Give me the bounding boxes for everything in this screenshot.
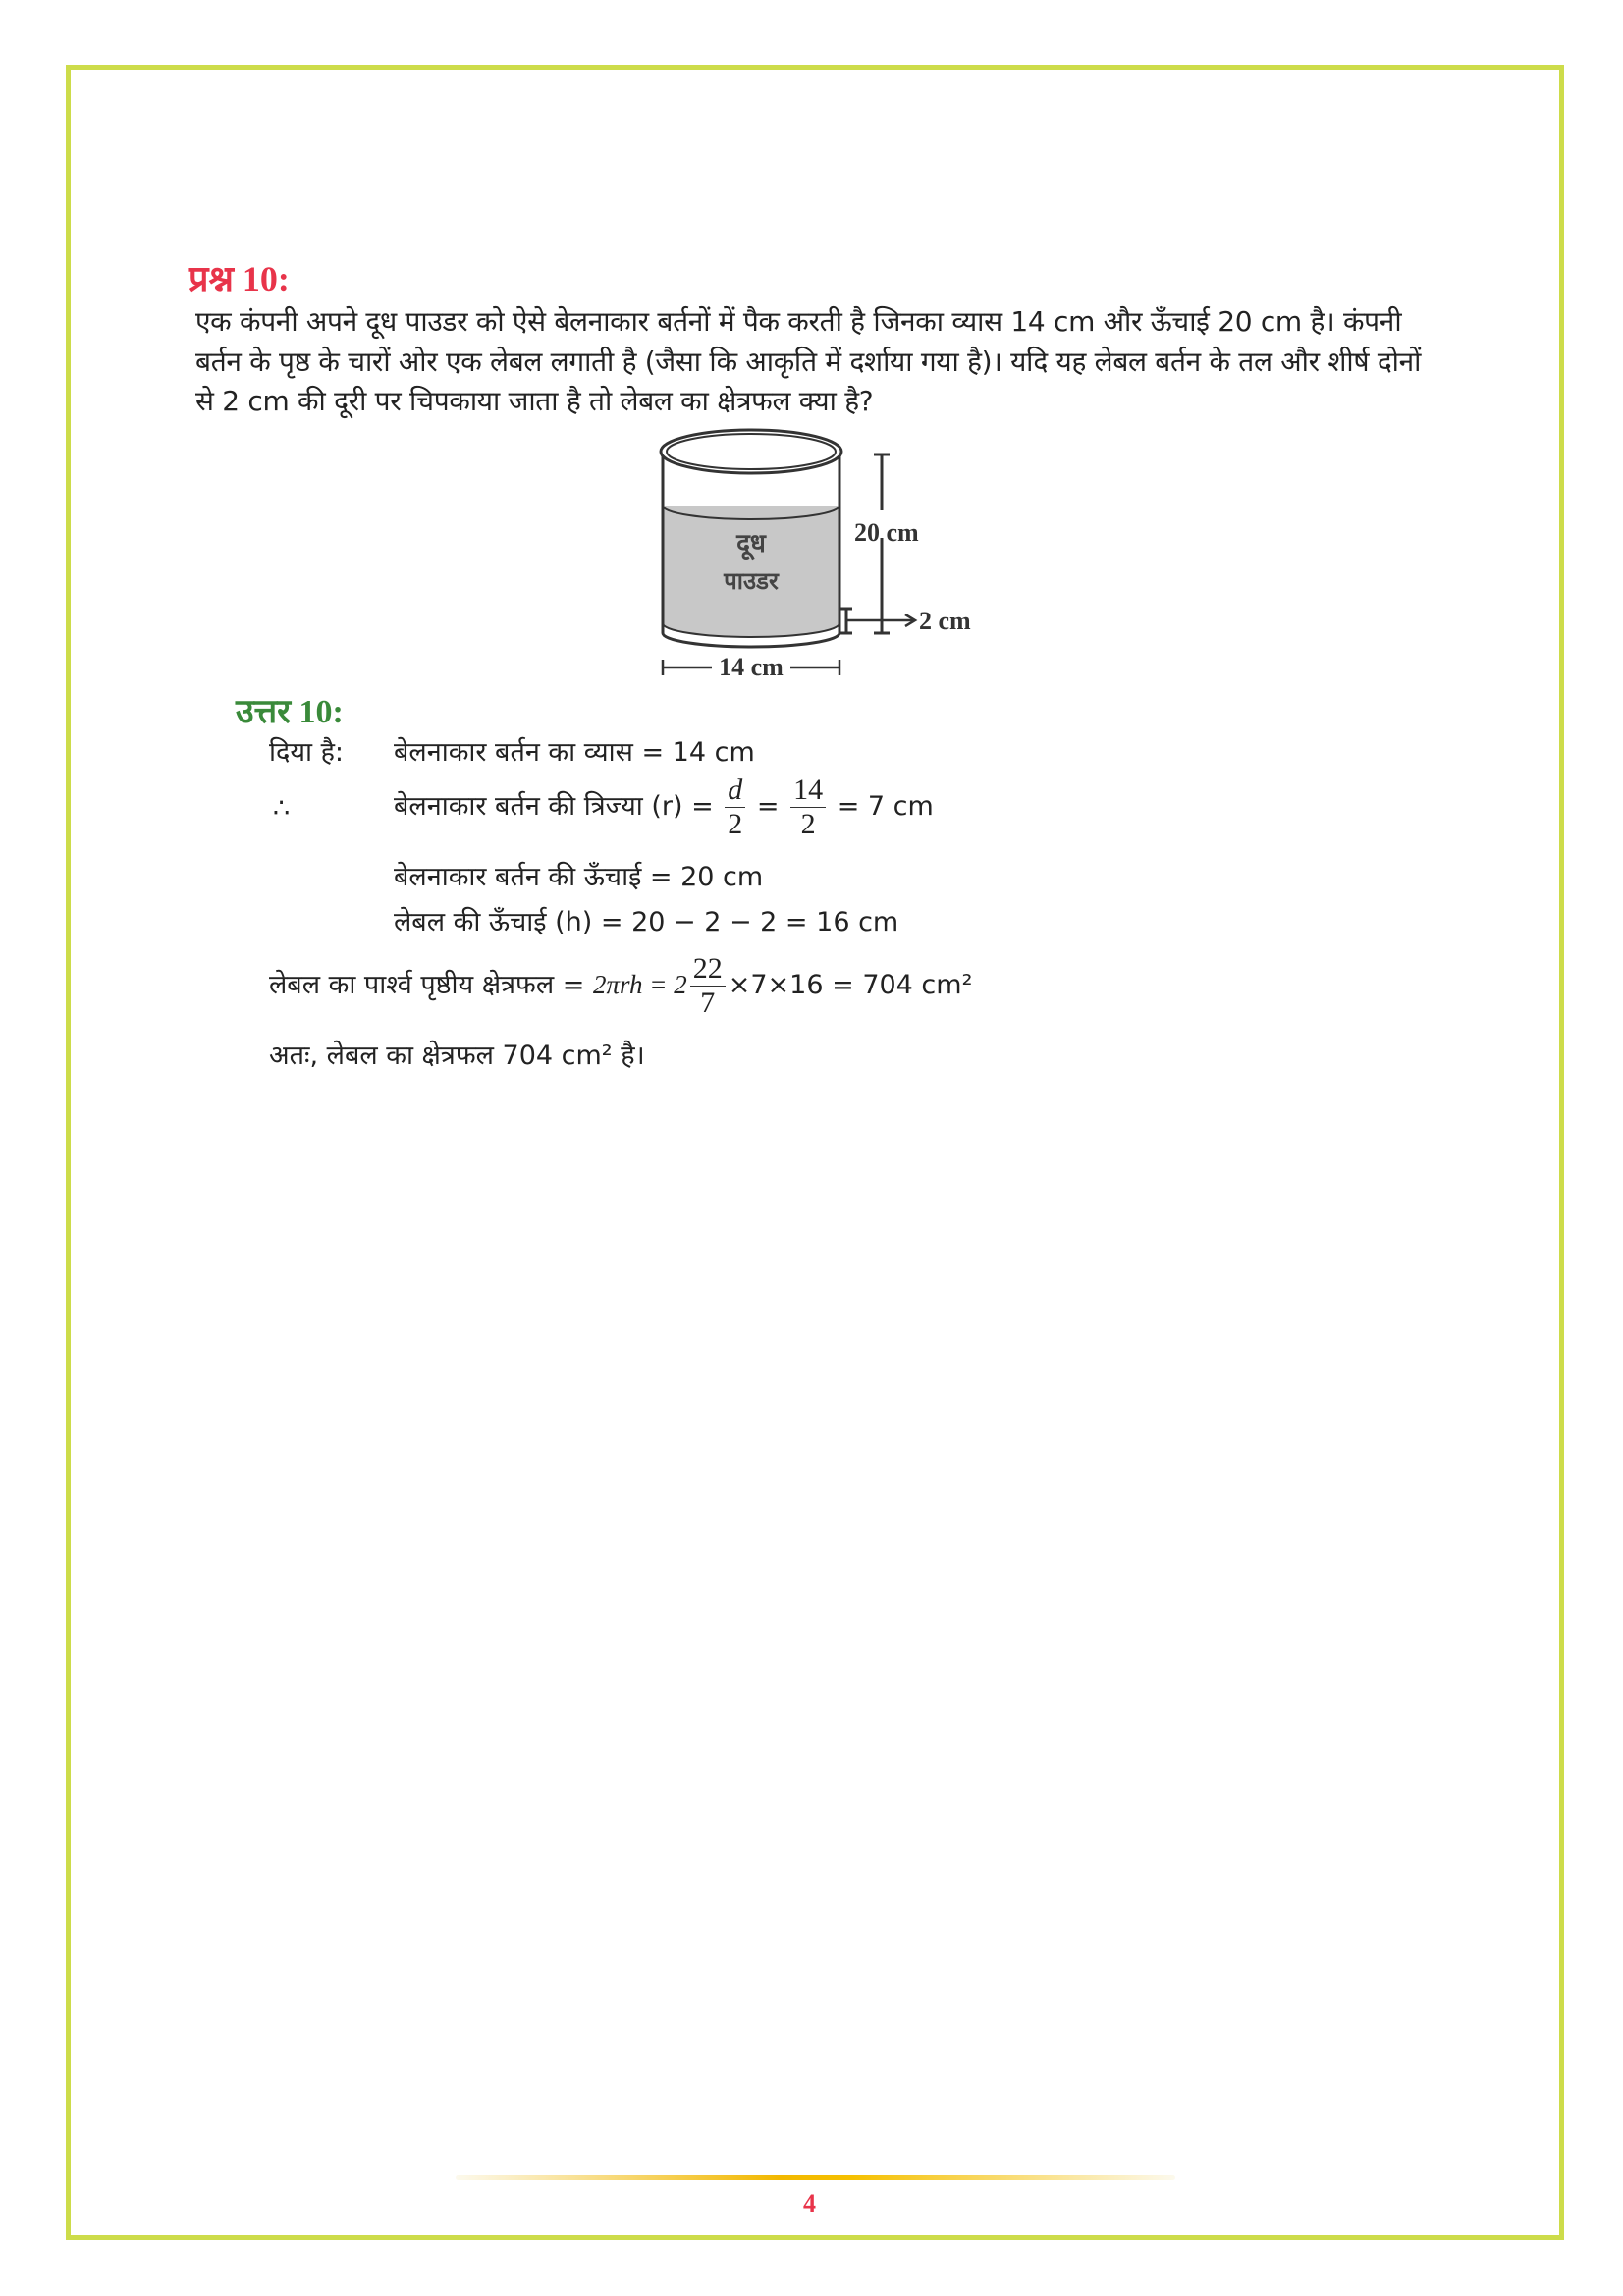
given-label: दिया है: <box>269 737 344 768</box>
fraction-denominator: 7 <box>700 987 716 1019</box>
label-text-1: दूध <box>736 529 766 558</box>
area-prefix: लेबल का पार्श्व पृष्ठीय क्षेत्रफल = <box>269 970 585 1000</box>
gap-label: 2 cm <box>919 607 971 635</box>
solution-line-diameter: बेलनाकार बर्तन का व्यास = 14 cm <box>394 737 755 768</box>
fraction-denominator: 2 <box>800 808 816 840</box>
question-heading: प्रश्न 10: <box>189 259 290 298</box>
cylinder-rim-outer <box>661 430 841 473</box>
solution-line-label-height: लेबल की ऊँचाई (h) = 20 − 2 − 2 = 16 cm <box>394 907 899 937</box>
fraction-22-over-7 <box>690 952 726 1020</box>
solution-line-area <box>269 952 972 1020</box>
height-label: 20 cm <box>854 518 919 547</box>
fraction-14-over-2 <box>790 774 826 841</box>
label-band <box>663 506 839 623</box>
area-formula: 2πrh = 2 <box>592 970 687 999</box>
fraction-numerator: d <box>725 774 745 808</box>
fraction-d-over-2 <box>725 774 745 841</box>
label-text-2: पाउडर <box>724 569 779 595</box>
radius-prefix: बेलनाकार बर्तन की त्रिज्या (r) = <box>394 791 714 822</box>
solution-line-radius <box>394 774 934 841</box>
solution-line-height: बेलनाकार बर्तन की ऊँचाई = 20 cm <box>394 862 764 892</box>
radius-result: = 7 cm <box>837 791 934 822</box>
area-result: ×7×16 = 704 cm² <box>728 970 973 1000</box>
fraction-numerator: 22 <box>690 952 726 987</box>
footer-divider <box>456 2175 1175 2180</box>
page-number: 4 <box>803 2189 816 2217</box>
fraction-numerator: 14 <box>790 774 826 808</box>
diameter-label: 14 cm <box>719 653 784 681</box>
question-text: एक कंपनी अपने दूध पाउडर को ऐसे बेलनाकार बर्तनों में पैक करती है जिनका व्यास 14 cm और ऊँचाई 20 cm है। कंपनी बर्तन के पृष्ठ के चारों ओर एक लेबल लगाती है (जैसा कि आकृति में दर्शाया गया है)। यदि यह लेबल बर्तन के तल और शीर्ष दोनों से 2 cm की दूरी पर चिपकाया जाता है तो लेबल का क्षेत्रफल क्या है? <box>195 305 1422 417</box>
answer-heading: उत्तर 10: <box>236 694 344 730</box>
fraction-denominator: 2 <box>728 808 743 840</box>
conclusion: अतः, लेबल का क्षेत्रफल 704 cm² है। <box>269 1041 645 1071</box>
equals-sign: = <box>756 791 780 822</box>
therefore-symbol: ∴ <box>273 793 291 824</box>
cylinder-figure <box>628 422 1021 687</box>
